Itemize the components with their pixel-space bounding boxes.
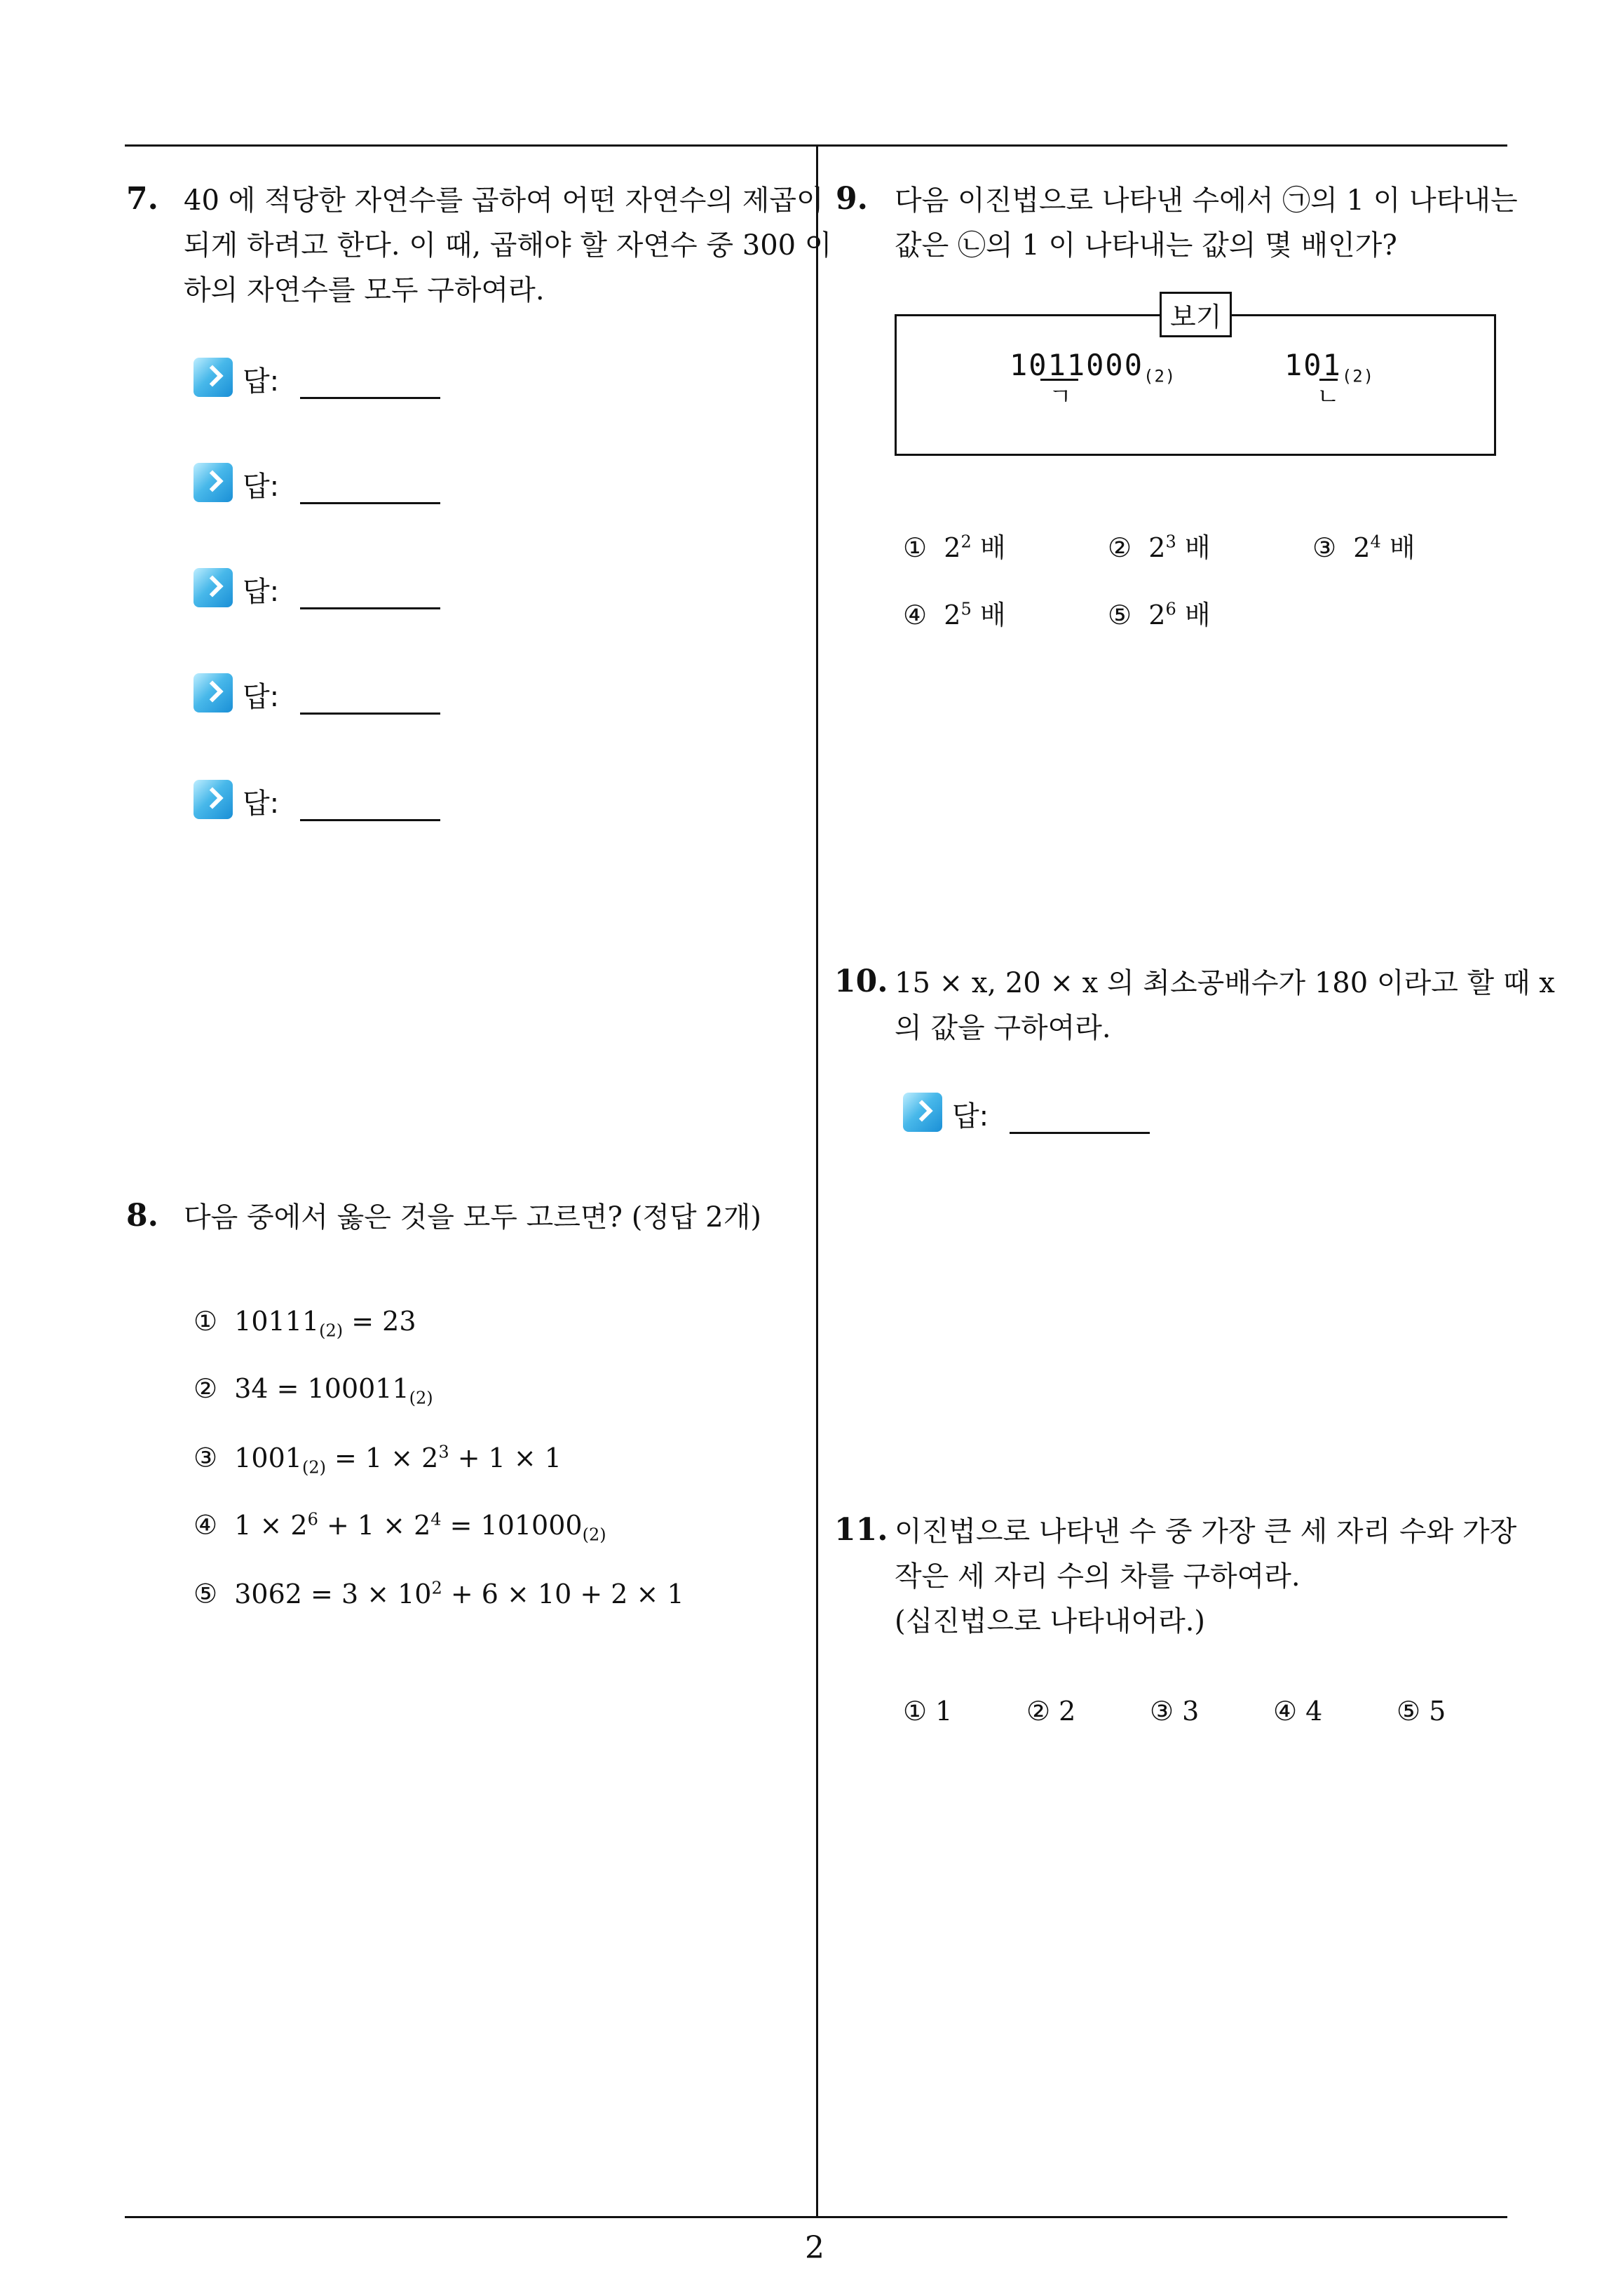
- q8-option-5[interactable]: [193, 1578, 684, 1609]
- q8-number: 8.: [126, 1198, 158, 1234]
- q11-option-4[interactable]: ④ 4: [1273, 1696, 1323, 1727]
- arrow-right-icon: [193, 780, 233, 819]
- q9-number: 9.: [836, 181, 868, 217]
- answer-label: 답:: [243, 471, 280, 503]
- answer-blank[interactable]: [1010, 1132, 1150, 1134]
- arrow-right-icon: [193, 673, 233, 713]
- q8-text: [184, 1195, 761, 1240]
- option-mark: ④: [193, 1509, 218, 1541]
- answer-blank[interactable]: [300, 397, 440, 399]
- q7-number: 7.: [126, 181, 158, 217]
- q7-line: 40 에 적당한 자연수를 곱하여 어떤 자연수의 제곱이: [184, 184, 824, 217]
- option-expression: $1 \times 2^6 + 1 \times 2^4 = 101000_{(2)}$: [234, 1509, 606, 1545]
- option-expression: $3062 = 3 \times 10^2 + 6 \times 10 + 2 \times 1$: [234, 1578, 684, 1609]
- arrow-right-icon: [903, 1093, 942, 1132]
- binary-number-2: $101_{(2)}$: [1284, 348, 1375, 386]
- answer-blank[interactable]: [300, 607, 440, 609]
- answer-label: 답:: [243, 365, 280, 398]
- q10-text: [895, 961, 1555, 1051]
- option-expression: $34 = 100011_{(2)}$: [234, 1373, 433, 1408]
- q8-line: 다음 중에서 옳은 것을 모두 고르면? (정답 2개): [184, 1201, 761, 1234]
- answer-blank[interactable]: [300, 819, 440, 821]
- q8-option-1[interactable]: [193, 1306, 416, 1341]
- q11-number: 11.: [834, 1512, 888, 1548]
- answer-blank[interactable]: [300, 713, 440, 715]
- option-expression: $10111_{(2)} = 23$: [234, 1306, 416, 1341]
- q9-option-5[interactable]: ⑤ $2^6$ 배: [1108, 599, 1211, 630]
- q11-option-2[interactable]: ② 2: [1026, 1696, 1076, 1727]
- q11-option-3[interactable]: ③ 3: [1150, 1696, 1200, 1727]
- option-mark: ②: [193, 1373, 218, 1404]
- answer-label: 답:: [952, 1100, 989, 1133]
- q8-option-3[interactable]: [193, 1442, 562, 1477]
- option-mark: ①: [193, 1306, 218, 1337]
- binary-number-1: $1011000_{(2)}$: [1010, 348, 1176, 386]
- arrow-right-icon: [193, 358, 233, 397]
- q11-option-1[interactable]: ① 1: [903, 1696, 953, 1727]
- q10-line: 의 값을 구하여라.: [895, 1012, 1111, 1044]
- option-mark: ⑤: [193, 1578, 218, 1609]
- q11-line: 이진법으로 나타낸 수 중 가장 큰 세 자리 수와 가장: [895, 1515, 1517, 1548]
- q7-line: 하의 자연수를 모두 구하여라.: [184, 274, 545, 306]
- arrow-right-icon: [193, 568, 233, 607]
- answer-label: 답:: [243, 788, 280, 820]
- q7-line: 되게 하려고 한다. 이 때, 곱해야 할 자연수 중 300 이: [184, 229, 832, 262]
- q11-line: 작은 세 자리 수의 차를 구하여라.: [895, 1560, 1301, 1593]
- q11-line: (십진법으로 나타내어라.): [895, 1605, 1206, 1637]
- q9-option-4[interactable]: ④ $2^5$ 배: [903, 599, 1006, 630]
- q8-option-4[interactable]: [193, 1509, 606, 1544]
- page-number: 2: [805, 2230, 824, 2266]
- label-nieun: ㄴ: [1317, 383, 1340, 411]
- answer-label: 답:: [243, 681, 280, 713]
- q10-number: 10.: [834, 964, 888, 999]
- arrow-right-icon: [193, 463, 233, 502]
- q7-text: [184, 178, 831, 313]
- q9-option-2[interactable]: ② $2^3$ 배: [1108, 532, 1211, 563]
- q9-line: 값은 ㉡의 1 이 나타내는 값의 몇 배인가?: [895, 229, 1397, 262]
- label-giyeok: ㄱ: [1049, 383, 1072, 411]
- option-mark: ③: [193, 1442, 218, 1473]
- q8-option-2[interactable]: [193, 1373, 433, 1408]
- column-divider: [816, 144, 818, 2217]
- q11-text: [895, 1509, 1516, 1644]
- q9-option-3[interactable]: ③ $2^4$ 배: [1312, 532, 1415, 563]
- q10-line: 15 × x, 20 × x 의 최소공배수가 180 이라고 할 때 x: [895, 967, 1555, 999]
- bottom-rule: [125, 2216, 1507, 2218]
- q9-text: [895, 178, 1518, 268]
- q9-option-1[interactable]: ① $2^2$ 배: [903, 532, 1006, 563]
- answer-label: 답:: [243, 576, 280, 608]
- option-expression: $1001_{(2)} = 1 \times 2^3 + 1 \times 1$: [234, 1442, 562, 1478]
- example-box-title: 보기: [1160, 292, 1232, 337]
- q11-option-5[interactable]: ⑤ 5: [1397, 1696, 1446, 1727]
- answer-blank[interactable]: [300, 502, 440, 504]
- q9-line: 다음 이진법으로 나타낸 수에서 ㉠의 1 이 나타내는: [895, 184, 1518, 217]
